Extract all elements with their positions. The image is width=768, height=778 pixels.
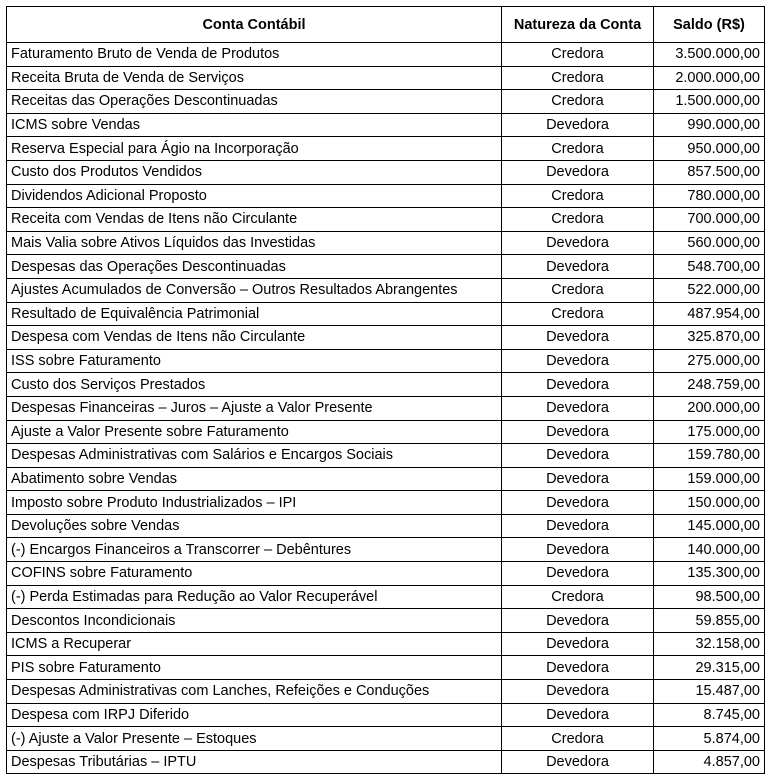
cell-conta: Despesas Administrativas com Salários e Encargos Sociais <box>7 444 502 468</box>
table-row <box>7 278 765 302</box>
table-row <box>7 160 765 184</box>
cell-conta: Ajuste a Valor Presente sobre Faturamento <box>7 420 502 444</box>
cell-natureza: Devedora <box>502 491 654 515</box>
table-row <box>7 326 765 350</box>
header-row <box>7 7 765 43</box>
cell-natureza: Credora <box>502 278 654 302</box>
cell-natureza: Devedora <box>502 562 654 586</box>
table-row <box>7 656 765 680</box>
cell-natureza: Devedora <box>502 632 654 656</box>
cell-saldo: 159.780,00 <box>654 444 765 468</box>
cell-saldo: 990.000,00 <box>654 113 765 137</box>
table-row <box>7 349 765 373</box>
cell-saldo: 32.158,00 <box>654 632 765 656</box>
cell-natureza: Credora <box>502 66 654 90</box>
table-row <box>7 302 765 326</box>
table-row <box>7 373 765 397</box>
table-row <box>7 491 765 515</box>
cell-natureza: Credora <box>502 90 654 114</box>
cell-saldo: 700.000,00 <box>654 208 765 232</box>
cell-natureza: Devedora <box>502 326 654 350</box>
cell-conta: Abatimento sobre Vendas <box>7 467 502 491</box>
table-row <box>7 609 765 633</box>
cell-saldo: 200.000,00 <box>654 396 765 420</box>
cell-natureza: Devedora <box>502 444 654 468</box>
cell-natureza: Credora <box>502 43 654 67</box>
cell-saldo: 159.000,00 <box>654 467 765 491</box>
cell-saldo: 135.300,00 <box>654 562 765 586</box>
cell-conta: ICMS a Recuperar <box>7 632 502 656</box>
table-row <box>7 255 765 279</box>
cell-conta: (-) Ajuste a Valor Presente – Estoques <box>7 727 502 751</box>
cell-natureza: Devedora <box>502 160 654 184</box>
cell-conta: Receita com Vendas de Itens não Circulante <box>7 208 502 232</box>
cell-saldo: 4.857,00 <box>654 750 765 774</box>
cell-saldo: 8.745,00 <box>654 703 765 727</box>
table-row <box>7 632 765 656</box>
table-row <box>7 113 765 137</box>
cell-conta: Ajustes Acumulados de Conversão – Outros Resultados Abrangentes <box>7 278 502 302</box>
table-row <box>7 680 765 704</box>
cell-conta: Receita Bruta de Venda de Serviços <box>7 66 502 90</box>
cell-natureza: Devedora <box>502 113 654 137</box>
table-row <box>7 538 765 562</box>
table-row <box>7 750 765 774</box>
cell-conta: Imposto sobre Produto Industrializados – IPI <box>7 491 502 515</box>
cell-saldo: 15.487,00 <box>654 680 765 704</box>
cell-natureza: Devedora <box>502 349 654 373</box>
cell-saldo: 1.500.000,00 <box>654 90 765 114</box>
cell-saldo: 29.315,00 <box>654 656 765 680</box>
cell-natureza: Devedora <box>502 231 654 255</box>
table-row <box>7 703 765 727</box>
cell-saldo: 780.000,00 <box>654 184 765 208</box>
cell-natureza: Devedora <box>502 680 654 704</box>
cell-saldo: 857.500,00 <box>654 160 765 184</box>
ledger-table <box>6 6 765 774</box>
cell-conta: Dividendos Adicional Proposto <box>7 184 502 208</box>
table-row <box>7 420 765 444</box>
cell-natureza: Devedora <box>502 255 654 279</box>
cell-saldo: 548.700,00 <box>654 255 765 279</box>
cell-conta: Despesas Administrativas com Lanches, Refeições e Conduções <box>7 680 502 704</box>
cell-natureza: Credora <box>502 137 654 161</box>
cell-conta: Custo dos Produtos Vendidos <box>7 160 502 184</box>
cell-conta: Descontos Incondicionais <box>7 609 502 633</box>
cell-natureza: Devedora <box>502 750 654 774</box>
table-row <box>7 90 765 114</box>
table-row <box>7 727 765 751</box>
table-row <box>7 43 765 67</box>
cell-conta: Despesa com IRPJ Diferido <box>7 703 502 727</box>
table-row <box>7 562 765 586</box>
cell-saldo: 5.874,00 <box>654 727 765 751</box>
cell-saldo: 950.000,00 <box>654 137 765 161</box>
cell-conta: COFINS sobre Faturamento <box>7 562 502 586</box>
cell-conta: (-) Encargos Financeiros a Transcorrer – Debêntures <box>7 538 502 562</box>
cell-natureza: Credora <box>502 727 654 751</box>
table-row <box>7 396 765 420</box>
cell-conta: Mais Valia sobre Ativos Líquidos das Investidas <box>7 231 502 255</box>
table-row <box>7 137 765 161</box>
cell-saldo: 2.000.000,00 <box>654 66 765 90</box>
cell-natureza: Credora <box>502 585 654 609</box>
cell-natureza: Devedora <box>502 538 654 562</box>
cell-saldo: 487.954,00 <box>654 302 765 326</box>
table-row <box>7 184 765 208</box>
cell-conta: Receitas das Operações Descontinuadas <box>7 90 502 114</box>
cell-conta: ICMS sobre Vendas <box>7 113 502 137</box>
cell-saldo: 248.759,00 <box>654 373 765 397</box>
cell-conta: Reserva Especial para Ágio na Incorporação <box>7 137 502 161</box>
cell-saldo: 325.870,00 <box>654 326 765 350</box>
table-row <box>7 444 765 468</box>
cell-conta: Resultado de Equivalência Patrimonial <box>7 302 502 326</box>
cell-natureza: Devedora <box>502 373 654 397</box>
cell-conta: Faturamento Bruto de Venda de Produtos <box>7 43 502 67</box>
table-row <box>7 585 765 609</box>
ledger-body <box>7 43 765 774</box>
cell-conta: Despesas Tributárias – IPTU <box>7 750 502 774</box>
table-row <box>7 231 765 255</box>
cell-saldo: 98.500,00 <box>654 585 765 609</box>
cell-saldo: 560.000,00 <box>654 231 765 255</box>
cell-conta: PIS sobre Faturamento <box>7 656 502 680</box>
cell-saldo: 140.000,00 <box>654 538 765 562</box>
cell-natureza: Devedora <box>502 467 654 491</box>
cell-saldo: 175.000,00 <box>654 420 765 444</box>
cell-natureza: Devedora <box>502 703 654 727</box>
header-conta: Conta Contábil <box>7 7 502 43</box>
cell-saldo: 145.000,00 <box>654 514 765 538</box>
cell-conta: Devoluções sobre Vendas <box>7 514 502 538</box>
cell-natureza: Credora <box>502 302 654 326</box>
header-natureza: Natureza da Conta <box>502 7 654 43</box>
cell-natureza: Credora <box>502 208 654 232</box>
cell-natureza: Devedora <box>502 656 654 680</box>
cell-natureza: Devedora <box>502 514 654 538</box>
table-row <box>7 467 765 491</box>
cell-conta: Custo dos Serviços Prestados <box>7 373 502 397</box>
cell-conta: Despesa com Vendas de Itens não Circulante <box>7 326 502 350</box>
cell-conta: ISS sobre Faturamento <box>7 349 502 373</box>
cell-natureza: Credora <box>502 184 654 208</box>
cell-saldo: 59.855,00 <box>654 609 765 633</box>
header-saldo: Saldo (R$) <box>654 7 765 43</box>
table-row <box>7 514 765 538</box>
cell-natureza: Devedora <box>502 396 654 420</box>
table-row <box>7 66 765 90</box>
cell-natureza: Devedora <box>502 609 654 633</box>
cell-saldo: 522.000,00 <box>654 278 765 302</box>
cell-conta: Despesas das Operações Descontinuadas <box>7 255 502 279</box>
cell-conta: Despesas Financeiras – Juros – Ajuste a Valor Presente <box>7 396 502 420</box>
cell-saldo: 3.500.000,00 <box>654 43 765 67</box>
cell-conta: (-) Perda Estimadas para Redução ao Valor Recuperável <box>7 585 502 609</box>
cell-saldo: 150.000,00 <box>654 491 765 515</box>
cell-natureza: Devedora <box>502 420 654 444</box>
cell-saldo: 275.000,00 <box>654 349 765 373</box>
table-row <box>7 208 765 232</box>
